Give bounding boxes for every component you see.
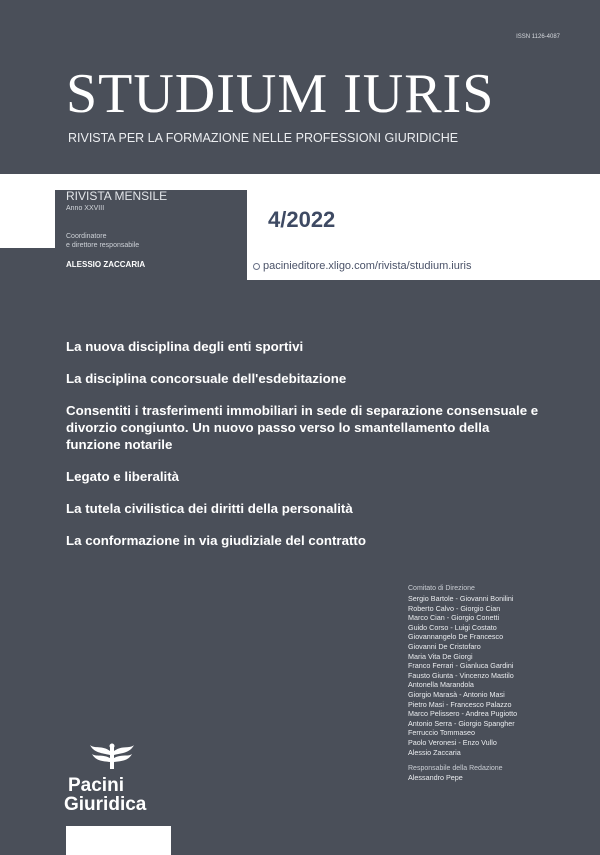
laurel-emblem-icon bbox=[82, 743, 142, 771]
publisher-name: Pacini Giuridica bbox=[64, 775, 147, 815]
link-icon bbox=[253, 263, 260, 270]
committee-member: Franco Ferrari - Gianluca Gardini bbox=[408, 661, 514, 671]
editor-name: Alessandro Pepe bbox=[408, 773, 463, 783]
committee-member: Sergio Bartole - Giovanni Bonilini bbox=[408, 594, 514, 603]
committee-member: Maria Vita De Giorgi bbox=[408, 651, 473, 661]
journal-title: STUDIUM IURIS bbox=[66, 63, 495, 125]
committee-member: Giovannangelo De Francesco bbox=[408, 632, 504, 642]
committee-member: Fausto Giunta - Vincenzo Mastilo bbox=[408, 670, 514, 680]
year-volume: Anno XXVIII bbox=[66, 205, 105, 212]
journal-subtitle: RIVISTA PER LA FORMAZIONE NELLE PROFESSIONI GIURIDICHE bbox=[68, 131, 459, 145]
journal-url-text: pacinieditore.xligo.com/rivista/studium.iuris bbox=[263, 260, 472, 272]
issue-number: 4/2022 bbox=[268, 207, 336, 232]
article-title: Consentiti i trasferimenti immobiliari in sede di separazione consensuale e divorzio congiunto. Un nuovo passo verso lo smantellamento della funzione notarile bbox=[66, 403, 539, 452]
article-title: La nuova disciplina degli enti sportivi bbox=[66, 339, 304, 354]
committee-member: Roberto Calvo - Giorgio Cian bbox=[408, 603, 501, 613]
periodicity: RIVISTA MENSILE bbox=[66, 189, 168, 203]
article-list bbox=[66, 338, 546, 564]
publisher-logo bbox=[64, 743, 174, 814]
committee-member: Giovanni De Cristofaro bbox=[408, 641, 481, 651]
coordinator-label: Coordinatore e direttore responsabile bbox=[66, 233, 140, 249]
coordinator-name: ALESSIO ZACCARIA bbox=[66, 260, 146, 269]
committee-member: Paolo Veronesi - Enzo Vullo bbox=[408, 737, 497, 747]
committee-member: Giorgio Marasà - Antonio Masi bbox=[408, 689, 505, 699]
issn-number: ISSN 1126-4087 bbox=[516, 34, 560, 40]
article-title: La disciplina concorsuale dell'esdebitazione bbox=[66, 371, 347, 386]
editor-heading: Responsabile della Redazione bbox=[408, 765, 503, 773]
committee-member: Marco Pelissero - Andrea Pugiotto bbox=[408, 709, 518, 719]
issue-box bbox=[247, 188, 600, 280]
committee-member: Marco Cian - Giorgio Conetti bbox=[408, 613, 500, 623]
committee-member: Antonio Serra - Giorgio Spangher bbox=[408, 718, 515, 728]
committee-member: Ferruccio Tommaseo bbox=[408, 728, 475, 738]
committee-member: Pietro Masi - Francesco Palazzo bbox=[408, 699, 512, 709]
article-title: Legato e liberalità bbox=[66, 469, 180, 484]
editorial-committee bbox=[408, 585, 588, 783]
journal-url[interactable] bbox=[253, 260, 471, 272]
committee-member: Guido Corso - Luigi Costato bbox=[408, 622, 497, 632]
article-title: La conformazione in via giudiziale del contratto bbox=[66, 533, 366, 548]
article-title: La tutela civilistica dei diritti della personalità bbox=[66, 501, 353, 516]
committee-heading: Comitato di Direzione bbox=[408, 585, 475, 592]
left-white-block bbox=[0, 190, 55, 248]
bottom-white-block bbox=[66, 826, 171, 855]
committee-member: Alessio Zaccaria bbox=[408, 747, 461, 757]
committee-member: Antonella Marandola bbox=[408, 680, 474, 690]
